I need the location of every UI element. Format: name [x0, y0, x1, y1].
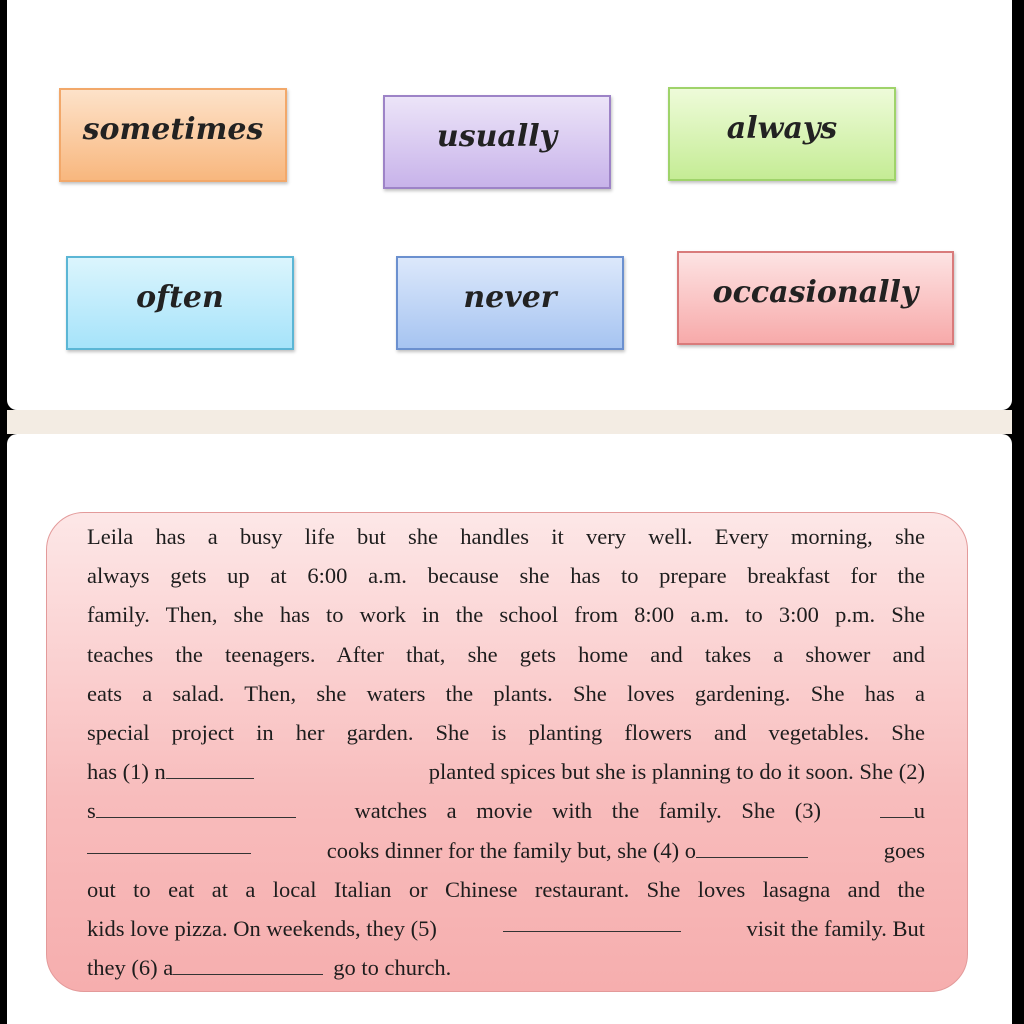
- passage-text: visit the family. But: [746, 915, 925, 941]
- panel-divider: [7, 410, 1012, 434]
- word-card-never: [396, 256, 624, 350]
- word-card-occasionally: [677, 251, 954, 345]
- passage-line: Leila has a busy life but she handles it very well. Every morning, she: [87, 524, 925, 549]
- word-sometimes: sometimes: [82, 111, 264, 147]
- passage-line: [87, 831, 925, 870]
- passage-line: teaches the teenagers. After that, she gets home and takes a shower and: [87, 641, 925, 667]
- word-always: always: [726, 110, 838, 146]
- word-card-often: [66, 256, 294, 350]
- blank-1[interactable]: [166, 756, 254, 779]
- blank-6[interactable]: [173, 952, 323, 975]
- passage-line: [87, 752, 925, 791]
- blank-2[interactable]: [96, 795, 296, 818]
- passage-text: they (6) a: [87, 955, 174, 981]
- word-card-usually: [383, 95, 611, 189]
- word-often: often: [136, 279, 224, 315]
- blank-3[interactable]: [87, 831, 251, 854]
- word-card-sometimes: [59, 88, 287, 182]
- word-card-always: [668, 87, 896, 181]
- passage-line: special project in her garden. She is planting flowers and vegetables. She: [87, 719, 925, 745]
- passage-text: s: [87, 798, 96, 824]
- passage-text: goes: [883, 837, 925, 863]
- reading-passage: [46, 512, 968, 992]
- passage-line: family. Then, she has to work in the school from 8:00 a.m. to 3:00 p.m. She: [87, 602, 925, 628]
- passage-text: has (1) n: [87, 759, 166, 785]
- blank-4[interactable]: [696, 835, 808, 858]
- passage-text: go to church.: [333, 955, 452, 981]
- passage-line: [87, 791, 925, 830]
- passage-text: u: [913, 798, 925, 824]
- passage-text: planted spices but she is planning to do it soon. She (2): [428, 759, 925, 785]
- word-occasionally: occasionally: [712, 274, 919, 310]
- blank-5[interactable]: [503, 909, 681, 932]
- passage-line: [87, 909, 925, 948]
- passage-line: [87, 948, 925, 987]
- blank-3-lead: [880, 795, 914, 818]
- passage-line: always gets up at 6:00 a.m. because she has to prepare breakfast for the: [87, 563, 925, 589]
- passage-line: eats a salad. Then, she waters the plants. She loves gardening. She has a: [87, 680, 925, 706]
- word-usually: usually: [436, 118, 558, 154]
- passage-line: out to eat at a local Italian or Chinese restaurant. She loves lasagna and the: [87, 876, 925, 902]
- passage-text: kids love pizza. On weekends, they (5): [87, 915, 437, 941]
- passage-text: cooks dinner for the family but, she (4) o: [326, 837, 697, 863]
- word-never: never: [463, 279, 557, 315]
- passage-text: watches a movie with the family. She (3): [354, 798, 821, 824]
